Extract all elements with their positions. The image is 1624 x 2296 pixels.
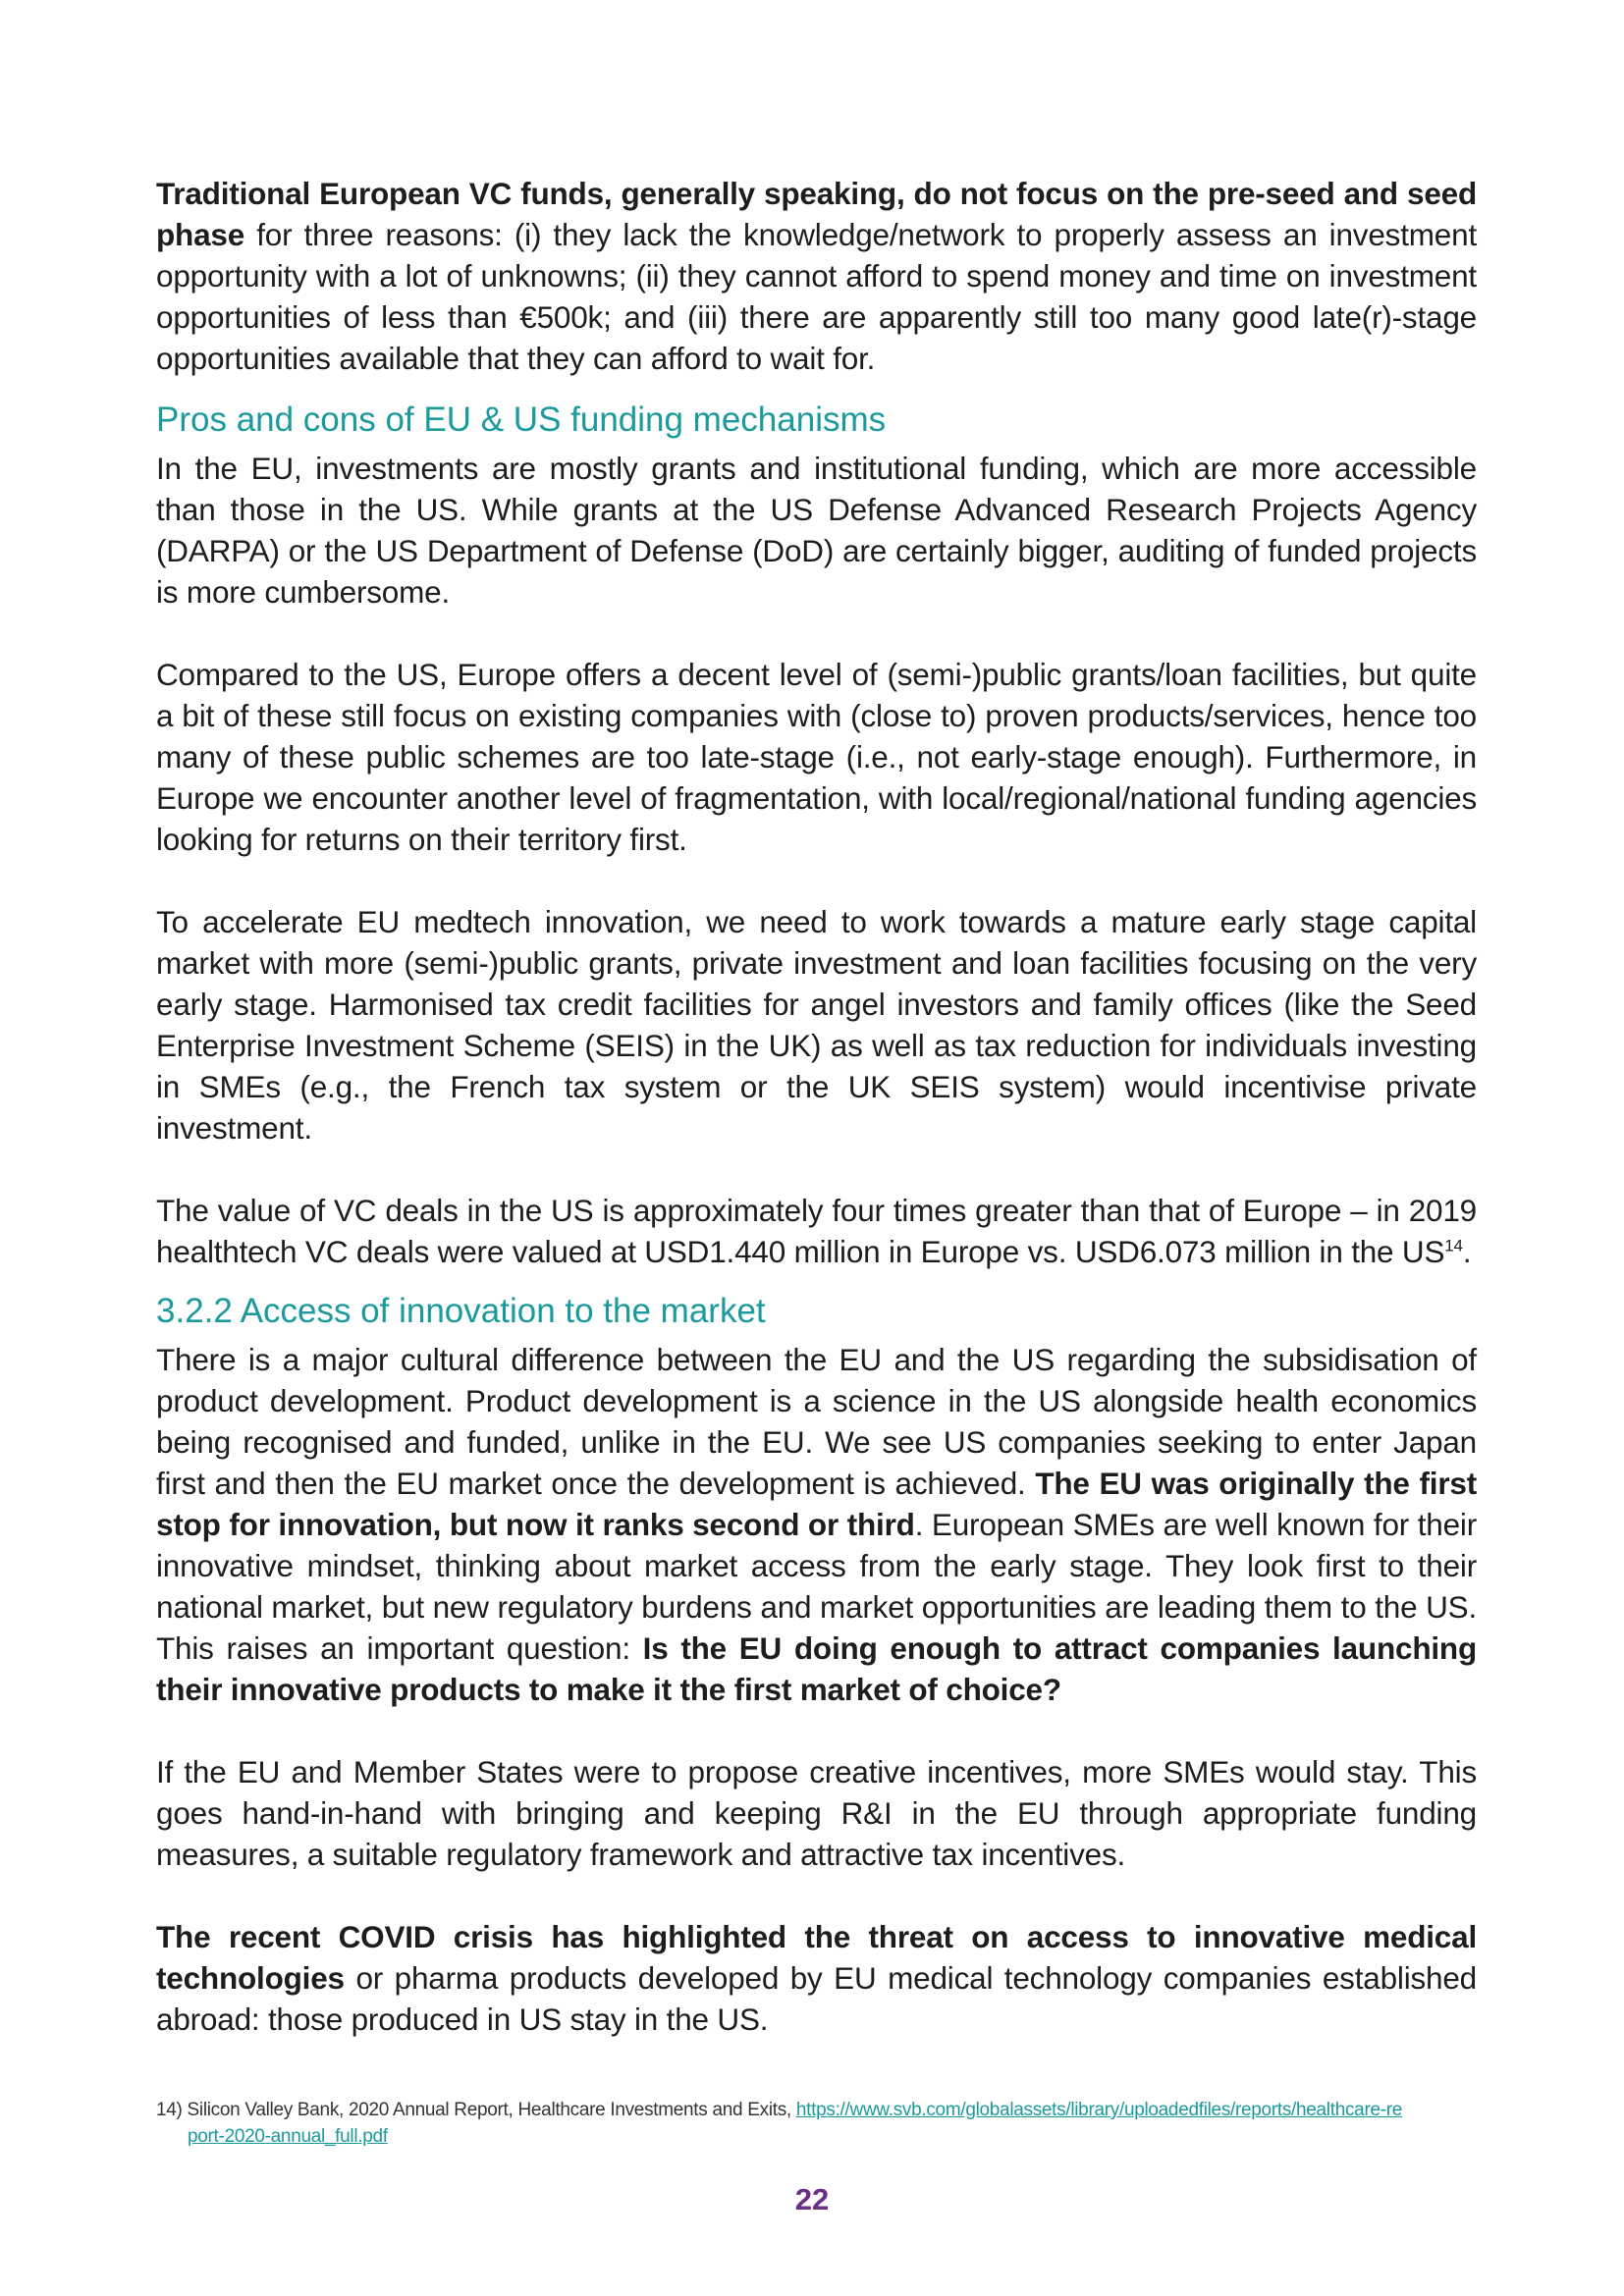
paragraph-gap — [156, 860, 1477, 901]
footnote-text: 14) Silicon Valley Bank, 2020 Annual Report, Healthcare Investments and Exits, — [156, 2100, 796, 2120]
paragraph-gap — [156, 1710, 1477, 1751]
paragraph-gap — [156, 1875, 1477, 1916]
paragraph-accelerate-medtech: To accelerate EU medtech innovation, we need to work towards a mature early stage capital market with more (semi-)public grants, private investment and loan facilities focusing on the very early stage. Harmonised tax credit facilities for angel investors and family offices (like the Seed Enterprise Investment Scheme (SEIS) in the UK) as well as tax reduction for individuals investing in SMEs (e.g., the French tax system or the UK SEIS system) would incentivise private investment. — [156, 904, 1477, 1146]
page-body — [156, 173, 1477, 2040]
paragraph-gap — [156, 1148, 1477, 1190]
footnote — [156, 2097, 1477, 2150]
paragraph-text: for three reasons: (i) they lack the knowledge/network to properly assess an investment opportunity with a lot of unknowns; (ii) they cannot afford to spend money and time on investment opportunities of less than €500k; and (iii) there are apparently still too many good late(r)-stage opportunities available that they can afford to wait for. — [156, 217, 1477, 376]
paragraph-cultural-difference — [156, 1339, 1477, 1710]
section-heading-access-innovation: 3.2.2 Access of innovation to the market — [156, 1292, 766, 1330]
paragraph-text: or pharma products developed by EU medical technology companies established abroad: those produced in US stay in the US. — [156, 1960, 1477, 2037]
paragraph-gap — [156, 613, 1477, 654]
footnote-reference[interactable]: 14 — [1444, 1236, 1463, 1255]
paragraph-text: The value of VC deals in the US is approximately four times greater than that of Europe – in 2019 healthtech VC deals were valued at USD1.440 million in Europe vs. USD6.073 million in the US — [156, 1193, 1477, 1269]
paragraph-creative-incentives: If the EU and Member States were to propose creative incentives, more SMEs would stay. This goes hand-in-hand with bringing and keeping R&I in the EU through appropriate funding measures, a suitable regulatory framework and attractive tax incentives. — [156, 1754, 1477, 1872]
paragraph-bold-lead: The recent COVID crisis has highlighted the threat on access to innovative medical technologies — [156, 1919, 1477, 1996]
paragraph-end: . — [1462, 1234, 1472, 1269]
paragraph-bold-lead: Traditional European VC funds, generally speaking, do not focus on the pre-seed and seed phase — [156, 176, 1477, 252]
footnote-line — [156, 2123, 1477, 2150]
paragraph-covid-crisis — [156, 1916, 1477, 2040]
footnote-line — [156, 2097, 1477, 2123]
paragraph-bold-statement: The EU was originally the first stop for innovation, but now it ranks second or third — [156, 1466, 1477, 1542]
paragraph-vc-funds — [156, 173, 1477, 379]
paragraph-text: . European SMEs are well known for their innovative mindset, thinking about market access from the early stage. They look first to their national market, but new regulatory burdens and market opportunities are leading them to the US. This raises an important question: — [156, 1507, 1478, 1666]
paragraph-eu-investments: In the EU, investments are mostly grants and institutional funding, which are more accessible than those in the US. While grants at the US Defense Advanced Research Projects Agency (DARPA) or the US Department of Defense (DoD) are certainly bigger, auditing of funded projects is more cumbersome. — [156, 451, 1477, 610]
paragraph-europe-grants: Compared to the US, Europe offers a decent level of (semi-)public grants/loan facilities, but quite a bit of these still focus on existing companies with (close to) proven products/services, hence too many of these public schemes are too late-stage (i.e., not early-stage enough). Furthermore, in Europe we encounter another level of fragmentation, with local/regional/national funding agencies looking for returns on their territory first. — [156, 657, 1477, 857]
paragraph-text: There is a major cultural difference between the EU and the US regarding the subsidisation of product development. Product development is a science in the US alongside health economics being recognised and funded, unlike in the EU. We see US companies seeking to enter Japan first and then the EU market once the development is achieved. — [156, 1342, 1477, 1501]
paragraph-bold-question: Is the EU doing enough to attract companies launching their innovative products to make it the first market of choice? — [156, 1630, 1477, 1707]
section-heading-pros-cons: Pros and cons of EU & US funding mechanisms — [156, 400, 887, 439]
paragraph-vc-deal-value — [156, 1190, 1477, 1272]
page-number: 22 — [794, 2182, 830, 2216]
footnote-link[interactable]: https://www.svb.com/globalassets/library/uploadedfiles/reports/healthcare-re — [795, 2100, 1403, 2120]
footnote-link-continued[interactable]: port-2020-annual_full.pdf — [188, 2126, 388, 2147]
